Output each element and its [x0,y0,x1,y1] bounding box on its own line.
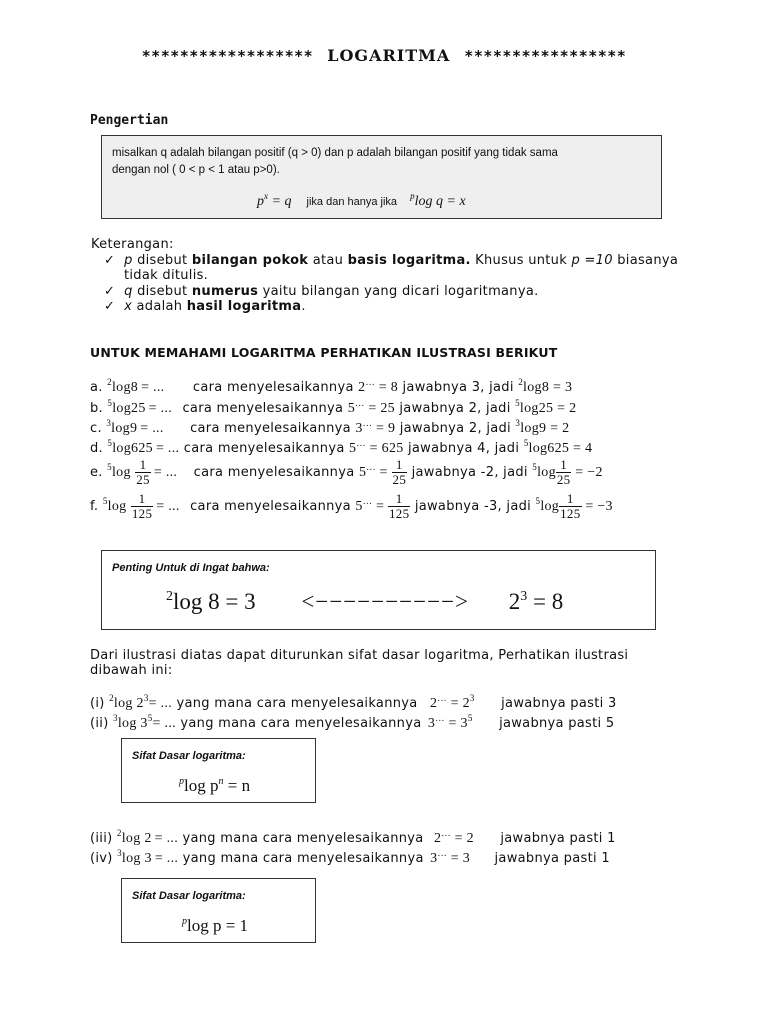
row-jawab: jawabnya [399,421,465,436]
row-base: 5 [102,496,108,506]
row-eqdots: = ... [156,499,180,514]
sifat-row-i: (i) $^2$log $2^3=$ ... yang mana cara menyelesaikannya $2^{...} = 2^3$ jawabnya pasti 3 [90,693,617,711]
check-icon: ✓ [104,284,116,299]
k3-dot: . [301,299,306,314]
formula-p: p [257,194,264,209]
row-base: 5 [107,398,113,408]
keterangan-item-3 [104,299,306,314]
row-base2: 5 [523,438,529,448]
sifat-row-iii: (iii) $^2$log 2 = ... yang mana cara menyelesaikannya 2... = 2 jawabnya pasti 1 [90,828,616,846]
frac-den: 125 [388,506,410,521]
row-ans: -3 [483,499,498,514]
row-dots: ... [362,497,373,507]
pengertian-heading: Pengertian [90,113,169,128]
frac-num: 1 [388,492,410,507]
row-frac2 [388,492,410,521]
row-num2: 8 [541,380,550,395]
penting-right-exp: 3 [520,589,528,604]
row-phrase: yang mana cara menyelesaikannya [182,851,424,866]
row-eqdots: = ... [153,465,178,480]
row-ans2: 2 [562,421,570,436]
k1-text4: biasanya [612,253,679,268]
row-cara: cara menyelesaikannya [192,380,354,395]
row-eqdots: = ... [154,831,179,846]
row-phrase: yang mana cara menyelesaikannya [176,696,418,711]
k2-q: q [124,284,133,299]
sifat-2-colon: : [242,890,246,902]
row-dots: ... [355,399,365,409]
row-pow: 3 [427,716,436,731]
penting-left: log 8 = 3 [173,589,256,614]
row-num2: 625 [547,441,570,456]
sifat-1-formula [179,776,250,796]
row-jadi: , jadi [485,441,520,456]
row-label: (i) [90,696,105,711]
row-cara: cara menyelesaikannya [190,421,351,436]
row-frac3 [556,458,572,487]
row-jawab: jawabnya [411,465,477,480]
row-jawab: jawabnya pasti [501,696,604,711]
keterangan-item-2 [104,284,539,299]
sifat-2-title [132,890,246,902]
k3-bold: hasil logaritma [186,299,302,314]
row-label: (iii) [90,831,113,846]
row-eqv: 25 [380,401,395,416]
sifat-2-formula [182,916,248,936]
row-ans: 5 [605,716,615,731]
row-dots: ... [362,419,373,429]
frac-num: 1 [135,458,151,473]
row-rhse: 5 [467,713,473,723]
row-dots: ... [365,378,375,388]
formula-log: log q = x [414,194,466,209]
k1-p: p [124,253,133,268]
row-eqdots: = ... [140,421,164,436]
penting-base: 2 [166,589,173,604]
row-jawab: jawabnya pasti [494,851,597,866]
row-label: a. [90,380,103,395]
check-icon: ✓ [104,299,116,314]
row-ans: 3 [607,696,617,711]
row-frac [131,492,153,521]
row-pow: 5 [355,499,363,514]
row-ans2: −3 [597,499,613,514]
row-pow: 5 [358,465,367,480]
row-jadi: , jadi [477,401,511,416]
k1-bold1: bilangan pokok [191,253,309,268]
row-cara: cara menyelesaikannya [182,401,344,416]
row-base: 5 [107,462,112,472]
row-rhs: 2 [466,831,474,846]
penting-label-text: Penting Untuk di Ingat bahwa [112,562,266,574]
row-frac3 [559,492,581,521]
definition-box [101,135,662,219]
row-base2: 5 [515,398,520,408]
row-eqdots: = ... [148,696,173,711]
keterangan-item-1-cont: tidak ditulis. [124,268,209,283]
ilustrasi-row-f: f. $^5$log $\frac{1}{125}$ = ... cara menyelesaikannya 5... = $\frac{1}{125}$ jawabnya -3, jadi $^5$log $\frac{1}{125}$ = −3 [90,491,613,521]
row-n: 2 [136,696,144,711]
row-base: 5 [107,438,113,448]
row-eqv: 625 [381,441,404,456]
row-frac [135,458,151,487]
sifat-2-title-text: Sifat Dasar logaritma [132,890,243,902]
ilustrasi-row-e: e. $^5$log $\frac{1}{25}$ = ... cara menyelesaikannya 5... = $\frac{1}{25}$ jawabnya -2, jadi $^5$log $\frac{1}{25}$ = −2 [90,457,603,487]
frac-num: 1 [556,458,572,473]
row-num2: 9 [539,421,547,436]
definition-line-1: misalkan q adalah bilangan positif (q > 0) dan p adalah bilangan positif yang tidak sama [112,147,558,159]
row-ans2: 3 [564,380,573,395]
row-jawab: jawabnya [402,380,468,395]
row-dots: ... [435,714,445,724]
penting-right-rest: = 8 [527,589,564,614]
k2-bold: numerus [191,284,259,299]
row-label: (ii) [90,716,109,731]
row-e: 5 [147,713,153,723]
row-jawab: jawabnya pasti [499,716,602,731]
row-eqdots: = ... [141,380,165,395]
title-stars-right: ***************** [464,47,627,65]
row-rhse: 3 [469,693,475,703]
penting-box [101,550,656,630]
row-num: 8 [130,380,139,395]
sifat-1-title [132,750,246,762]
keterangan-item-1 [104,253,678,268]
row-pow: 2 [434,831,442,846]
row-jadi: , jadi [477,421,511,436]
title-stars-left: ****************** [141,47,314,65]
row-base2: 5 [532,462,538,472]
definition-line-2: dengan nol ( 0 < p < 1 atau p>0). [112,164,280,176]
row-cara: cara menyelesaikannya [183,441,345,456]
penting-colon: : [266,562,270,574]
sifat-row-ii: (ii) $^3$log $3^5=$ ... yang mana cara menyelesaikannya $3^{...} = 3^5$ jawabnya pasti 5 [90,713,615,731]
row-base: 3 [106,418,112,428]
sifat-1-pre: p [179,776,184,787]
row-n: 2 [144,831,152,846]
row-frac2 [392,458,408,487]
frac-den: 25 [136,472,150,487]
page-title [0,46,768,65]
row-rhs: 3 [462,851,471,866]
row-ans2: −2 [587,465,603,480]
row-base: 3 [113,713,118,723]
formula-x-exp: x [264,191,268,201]
row-pow: 5 [347,401,356,416]
row-eqdots: = ... [154,851,179,866]
row-jadi: , jadi [480,380,514,395]
frac-den: 25 [556,472,571,487]
row-eqv: 8 [390,380,399,395]
definition-formula [257,190,466,210]
row-ans: 1 [601,851,610,866]
row-base: 2 [109,693,114,703]
sifat-1-colon: : [242,750,246,762]
row-ans: 3 [471,380,481,395]
title-word: LOGARITMA [327,46,451,65]
row-ans2: 4 [585,441,593,456]
row-ans: 2 [468,421,478,436]
row-phrase: yang mana cara menyelesaikannya [180,716,422,731]
row-n: 3 [144,851,152,866]
row-num: 625 [131,441,153,456]
k3-text: adalah [132,299,187,314]
k1-bold2: basis logaritma. [347,253,471,268]
row-eqdots: = ... [148,401,173,416]
row-jawab: jawabnya [414,499,480,514]
ilustrasi-row-a: a. $^2$log8 = ... cara menyelesaikannya 2... = 8 jawabnya 3, jadi $^2$log8 = 3 [90,377,573,395]
check-icon: ✓ [104,253,116,268]
row-pow: 2 [358,380,366,395]
row-e: 3 [143,693,149,703]
frac-num: 1 [392,458,408,473]
sifat-2-log: log p = 1 [187,916,249,935]
k1-text: disebut [132,253,192,268]
frac-den: 125 [560,506,581,521]
row-base: 2 [107,377,112,387]
row-dots: ... [366,463,376,473]
k2-text: disebut [132,284,192,299]
row-cara: cara menyelesaikannya [193,465,355,480]
row-pow: 5 [349,441,357,456]
sifat-1-exp: n [218,776,224,787]
sifat-2-pre: p [182,916,187,927]
row-eqdots: = ... [152,716,176,731]
row-label: f. [90,499,99,514]
row-jawab: jawabnya [399,401,465,416]
row-dots: ... [356,439,366,449]
row-label: d. [90,441,103,456]
row-base: 2 [116,828,122,838]
row-ans: 1 [607,831,616,846]
row-base2: 2 [518,377,524,387]
row-dots: ... [441,829,451,839]
row-base2: 5 [535,496,541,506]
k2-text2: yaitu bilangan yang dicari logaritmanya. [258,284,539,299]
dari-line-2: dibawah ini: [90,663,173,678]
row-jawab: jawabnya pasti [500,831,603,846]
sifat-box-1 [121,738,316,803]
row-num: 25 [131,401,146,416]
row-rhsb: 2 [462,696,470,711]
frac-den: 125 [131,506,153,521]
row-pow: 2 [429,696,438,711]
row-label: (iv) [90,851,113,866]
k1-p10: p =10 [571,253,613,268]
sifat-row-iv: (iv) $^3$log 3 = ... yang mana cara menyelesaikannya 3... = 3 jawabnya pasti 1 [90,848,610,866]
frac-num: 1 [559,492,581,507]
sifat-1-title-text: Sifat Dasar logaritma [132,750,243,762]
row-ans: 2 [468,401,478,416]
row-ans2: 2 [569,401,577,416]
dari-line-1: Dari ilustrasi diatas dapat diturunkan sifat dasar logaritma, Perhatikan ilustrasi [90,648,629,663]
sifat-1-log: log p [184,776,219,795]
penting-label [112,562,270,574]
row-num2: 25 [538,401,554,416]
sifat-box-2 [121,878,316,943]
k1-text2: atau [308,253,348,268]
frac-den: 25 [392,472,407,487]
penting-right-base: 2 [508,589,521,614]
row-eqdots: = ... [155,441,180,456]
ilustrasi-row-d: d. $^5$log625 = ... cara menyelesaikannya 5... = 625 jawabnya 4, jadi $^5$log625 = 4 [90,438,593,456]
row-phrase: yang mana cara menyelesaikannya [182,831,424,846]
row-dots: ... [437,849,447,859]
formula-iff: jika dan hanya jika [306,196,398,208]
row-label: b. [90,401,103,416]
k1-text3: Khusus untuk [470,253,572,268]
formula-base-p: p [410,191,415,201]
ilustrasi-row-b: b. $^5$log25 = ... cara menyelesaikannya 5... = 25 jawabnya 2, jadi $^5$log25 = 2 [90,398,577,416]
row-n: 3 [140,716,148,731]
row-label: c. [90,421,102,436]
row-base2: 3 [515,418,521,428]
k3-x: x [124,299,133,314]
keterangan-heading: Keterangan: [91,237,174,252]
row-jadi: , jadi [497,499,532,514]
row-eqv: 9 [387,421,396,436]
penting-formula [166,589,563,615]
ilustrasi-heading: UNTUK MEMAHAMI LOGARITMA PERHATIKAN ILUSTRASI BERIKUT [90,345,558,360]
row-pow: 3 [355,421,363,436]
row-cara: cara menyelesaikannya [190,499,351,514]
row-label: e. [90,465,103,480]
formula-eq-q: = q [268,194,292,209]
frac-num: 1 [131,492,153,507]
row-jawab: jawabnya [407,441,473,456]
penting-arrow: <−−−−−−−−−−> [301,589,470,614]
row-pow: 3 [430,851,438,866]
row-base: 3 [117,848,122,858]
sifat-1-rest: = n [223,776,251,795]
row-ans: -2 [480,465,495,480]
row-ans: 4 [477,441,486,456]
row-num: 9 [129,421,138,436]
row-dots: ... [437,694,447,704]
row-jadi: , jadi [494,465,528,480]
ilustrasi-row-c: c. $^3$log9 = ... cara menyelesaikannya 3... = 9 jawabnya 2, jadi $^3$log9 = 2 [90,418,570,436]
row-rhsb: 3 [460,716,468,731]
